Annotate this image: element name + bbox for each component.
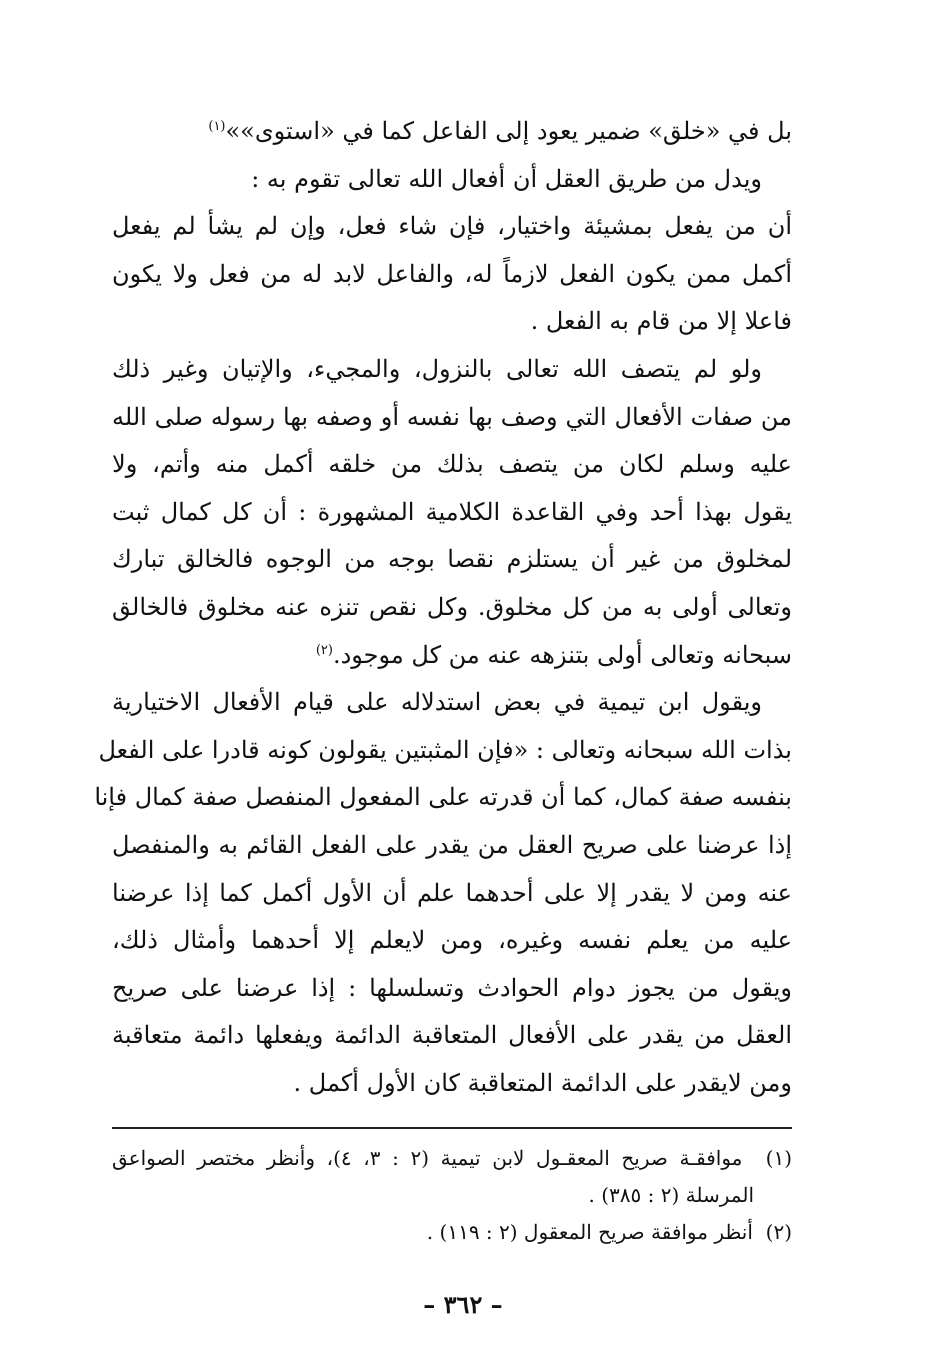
footnote-ref[interactable]: (١) bbox=[208, 119, 226, 134]
footnote-line: المرسلة (٢ : ٣٨٥) . bbox=[588, 1183, 754, 1207]
text-line: عليه وسلم لكان من يتصف بذلك من خلقه أكمل منه وأتم، ولا bbox=[112, 450, 793, 479]
text-line: ويقول ابن تيمية في بعض استدلاله على قيام الأفعال الاختيارية bbox=[112, 688, 762, 717]
paragraph-2 bbox=[112, 156, 792, 346]
main-text bbox=[94, 108, 793, 1107]
text-line: ويدل من طريق العقل أن أفعال الله تعالى تقوم به : bbox=[251, 164, 762, 193]
footnote-ref[interactable]: (٢) bbox=[315, 642, 333, 658]
text-line: ومن لايقدر على الدائمة المتعاقبة كان الأول أكمل . bbox=[293, 1068, 792, 1097]
paragraph-4 bbox=[94, 679, 792, 1107]
text-line: العقل من يقدر على الأفعال المتعاقبة الدائمة ويفعلها دائمة متعاقبة bbox=[112, 1021, 792, 1050]
text-line: إذا عرضنا على صريح العقل من يقدر على الفعل القائم به والمنفصل bbox=[112, 830, 792, 859]
text-line: عليه من يعلم نفسه وغيره، ومن لايعلم إلا أحدهما وأمثال ذلك، bbox=[112, 926, 792, 955]
footnote-separator bbox=[112, 1127, 792, 1129]
text-line: فاعلا إلا من قام به الفعل . bbox=[530, 307, 792, 336]
text-line: لمخلوق من غير أن يستلزم نقصا بوجه من الوجوه فالخالق تبارك bbox=[112, 545, 792, 574]
footnote-2 bbox=[112, 1214, 792, 1251]
text-line: وتعالى أولى به من كل مخلوق. وكل نقص تنزه عنه مخلوق فالخالق bbox=[112, 592, 792, 621]
footnotes bbox=[112, 1140, 792, 1251]
paragraph-3 bbox=[112, 346, 792, 679]
footnote-number: (١) bbox=[765, 1146, 793, 1170]
footnote-text: أنظر موافقة صريح المعقول (٢ : ١١٩) . bbox=[426, 1220, 753, 1244]
text-line: ويقول من يجوز دوام الحوادث وتسلسلها : إذا عرضنا على صريح bbox=[112, 973, 792, 1002]
text-line: من صفات الأفعال التي وصف بها نفسه أو وصفه بها رسوله صلى الله bbox=[112, 402, 792, 431]
text-line: أكمل ممن يكون الفعل لازماً له، والفاعل لابد له من فعل ولا يكون bbox=[112, 259, 792, 288]
text-line: عنه ومن لا يقدر إلا على أحدهما علم أن الأول أكمل كما إذا عرضنا bbox=[112, 878, 792, 907]
footnote-text: موافقـة صريح المعقـول لابن تيمية (٢ : ٣، ٤)، وأنظر مختصر الصواعق bbox=[112, 1146, 743, 1170]
paragraph-1 bbox=[112, 108, 792, 156]
footnote-line bbox=[112, 1140, 792, 1177]
text-line bbox=[112, 108, 792, 156]
text-line: أن من يفعل بمشيئة واختيار، فإن شاء فعل، وإن لم يشأ لم يفعل bbox=[112, 212, 792, 241]
text-line bbox=[112, 632, 792, 680]
text-line: ولو لم يتصف الله تعالى بالنزول، والمجيء، والإتيان وغير ذلك bbox=[112, 354, 762, 383]
text-line: بنفسه صفة كمال، كما أن قدرته على المفعول المنفصل صفة كمال فإنا bbox=[94, 783, 792, 812]
footnote-1 bbox=[112, 1140, 792, 1214]
page-number: – ٣٦٢ – bbox=[423, 1290, 503, 1319]
footnote-number: (٢) bbox=[765, 1220, 792, 1244]
footnote-line bbox=[112, 1214, 792, 1251]
line-text: سبحانه وتعالى أولى بتنزهه عنه من كل موجود. bbox=[332, 640, 792, 669]
text-line: يقول بهذا أحد وفي القاعدة الكلامية المشهورة : أن كل كمال ثبت bbox=[112, 497, 792, 526]
text-line: بذات الله سبحانه وتعالى : «فإن المثبتين يقولون كونه قادرا على الفعل bbox=[98, 735, 792, 764]
line-text: بل في «خلق» ضمير يعود إلى الفاعل كما في «استوى»» bbox=[225, 117, 792, 145]
